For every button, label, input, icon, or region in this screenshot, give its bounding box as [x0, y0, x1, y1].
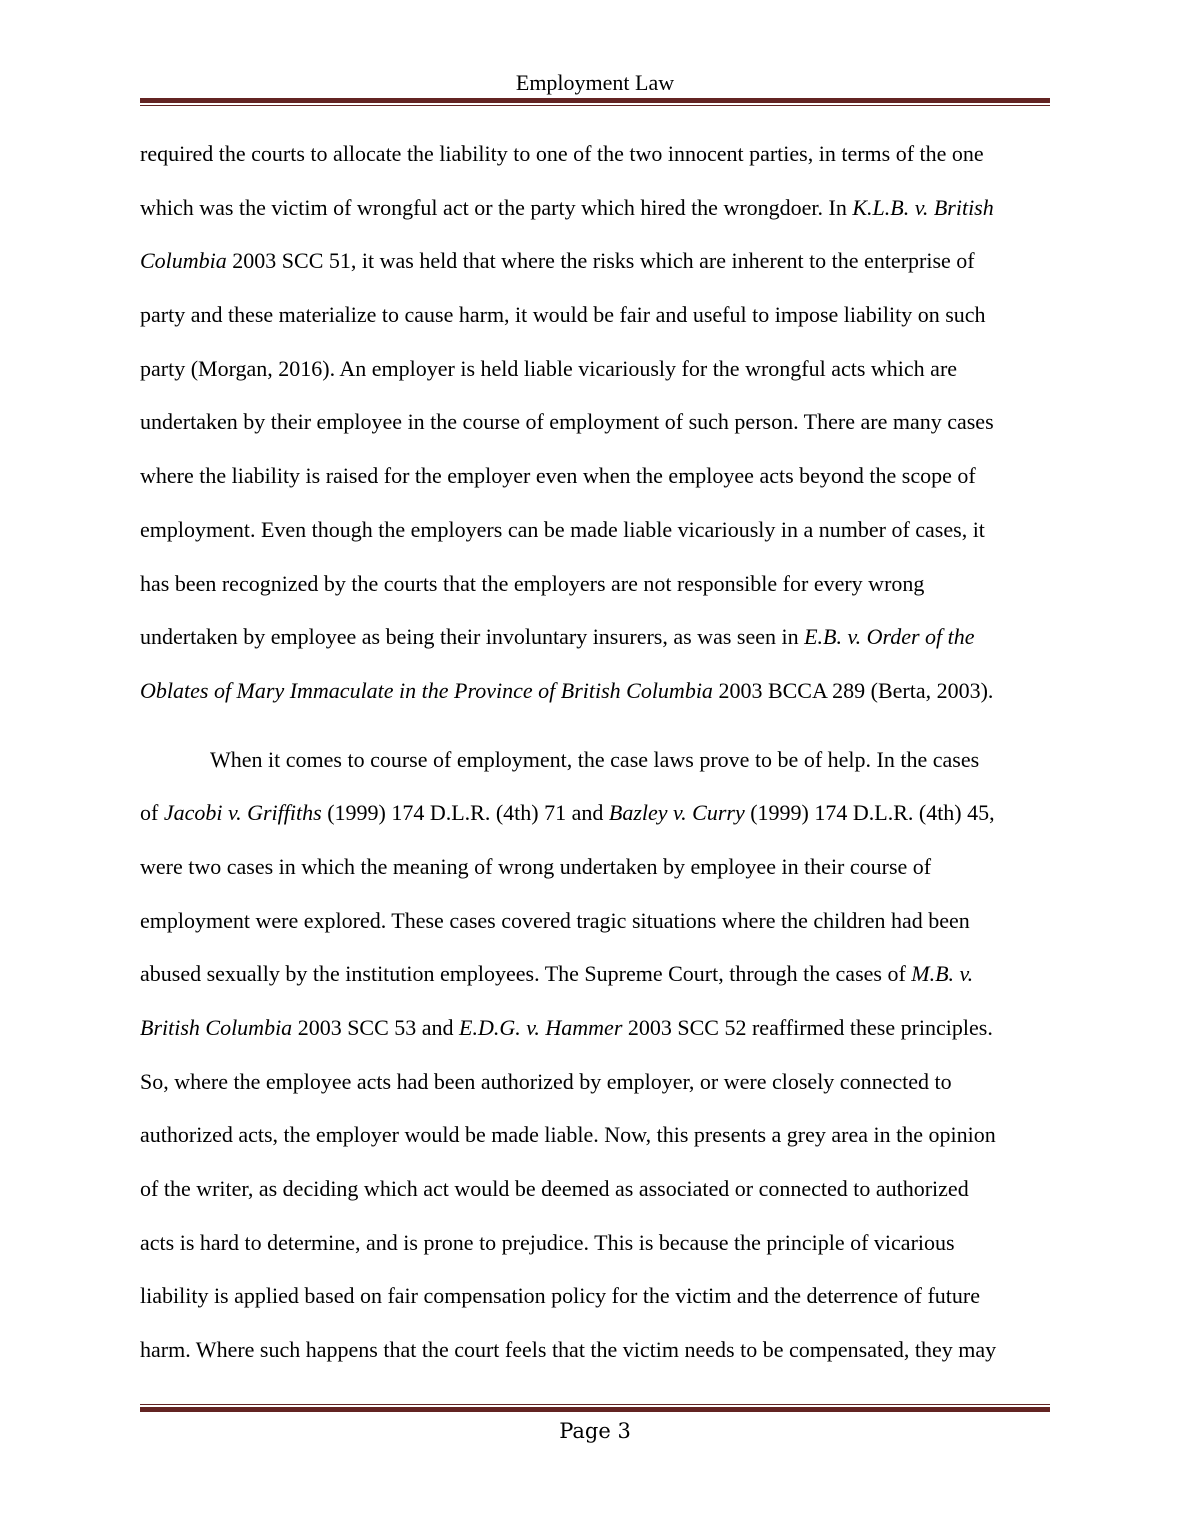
- text-line: [140, 733, 1050, 787]
- text-run: which was the victim of wrongful act or the party which hired the wrongdoer. In: [140, 194, 853, 220]
- paragraph: [140, 127, 1050, 718]
- case-citation-italic: British Columbia: [140, 1015, 293, 1040]
- text-line: [140, 1323, 1050, 1377]
- text-run: party (Morgan, 2016). An employer is held liable vicariously for the wrongful acts which are: [140, 355, 958, 381]
- paragraph: [140, 733, 1050, 1377]
- footer-rule-thick: [140, 1407, 1050, 1412]
- case-citation-italic: Bazley v. Curry: [608, 800, 745, 826]
- text-line: [140, 127, 1050, 181]
- text-line: [140, 342, 1050, 396]
- text-run: 2003 SCC 52 reaffirmed these principles.: [622, 1015, 993, 1040]
- text-run: employment. Even though the employers can be made liable vicariously in a number of cases, it: [140, 516, 985, 542]
- header-rule-thick: [140, 98, 1050, 103]
- text-line: [140, 449, 1050, 503]
- text-line: [140, 1055, 1050, 1109]
- case-citation-italic: Jacobi v. Griffiths: [163, 800, 322, 826]
- text-run: were two cases in which the meaning of wrong undertaken by employee in their course of: [140, 853, 932, 879]
- text-line: [140, 557, 1050, 611]
- text-line: [140, 503, 1050, 557]
- text-line: [140, 1216, 1050, 1270]
- text-run: of: [140, 800, 164, 826]
- case-citation-italic: Oblates of Mary Immaculate in the Province of British Columbia: [140, 677, 713, 703]
- text-run: of the writer, as deciding which act would be deemed as associated or connected to authorized: [140, 1176, 969, 1202]
- text-line: [140, 1269, 1050, 1323]
- text-run: party and these materialize to cause harm, it would be fair and useful to impose liability on such: [140, 302, 986, 328]
- text-run: has been recognized by the courts that the employers are not responsible for every wrong: [140, 570, 925, 596]
- document-body: [140, 127, 1050, 1377]
- paragraph-gap: [140, 718, 1050, 733]
- text-line: [140, 947, 1050, 1001]
- footer-rule-thin: [140, 1404, 1050, 1405]
- text-run: abused sexually by the institution employees. The Supreme Court, through the cases of: [140, 961, 912, 987]
- case-citation-italic: E.D.G. v. Hammer: [459, 1015, 623, 1040]
- text-run: 2003 SCC 53 and: [292, 1015, 460, 1040]
- case-citation-italic: Columbia: [140, 248, 227, 274]
- text-run: When it comes to course of employment, the case laws prove to be of help. In the cases: [210, 746, 980, 772]
- text-line: [140, 181, 1050, 235]
- header-rule-thin: [140, 105, 1050, 106]
- text-line: [140, 894, 1050, 948]
- page-number: Page 3: [559, 1419, 631, 1443]
- text-line: [140, 786, 1050, 840]
- text-run: liability is applied based on fair compensation policy for the victim and the deterrence of future: [140, 1283, 980, 1309]
- text-run: authorized acts, the employer would be made liable. Now, this presents a grey area in the opinion: [140, 1122, 996, 1148]
- text-run: required the courts to allocate the liability to one of the two innocent parties, in terms of the one: [140, 141, 984, 166]
- text-run: harm. Where such happens that the court feels that the victim needs to be compensated, they may: [140, 1337, 997, 1363]
- text-run: So, where the employee acts had been authorized by employer, or were closely connected to: [140, 1068, 952, 1094]
- page-header-title: Employment Law: [515, 70, 675, 95]
- case-citation-italic: K.L.B. v. British: [852, 194, 994, 220]
- text-line: [140, 288, 1050, 342]
- text-line: [140, 234, 1050, 288]
- text-line: [140, 840, 1050, 894]
- case-citation-italic: M.B. v.: [911, 961, 974, 987]
- text-line: [140, 1001, 1050, 1055]
- text-run: undertaken by employee as being their involuntary insurers, as was seen in: [140, 624, 805, 650]
- text-run: 2003 BCCA 289 (Berta, 2003).: [712, 677, 994, 703]
- text-run: 2003 SCC 51, it was held that where the risks which are inherent to the enterprise of: [226, 248, 975, 274]
- text-line: [140, 1108, 1050, 1162]
- text-line: [140, 1162, 1050, 1216]
- text-run: (1999) 174 D.L.R. (4th) 45,: [744, 800, 995, 826]
- text-line: [140, 664, 1050, 718]
- text-run: where the liability is raised for the employer even when the employee acts beyond the scope of: [140, 463, 976, 489]
- text-run: (1999) 174 D.L.R. (4th) 71 and: [321, 800, 609, 826]
- text-line: [140, 610, 1050, 664]
- case-citation-italic: E.B. v. Order of the: [804, 624, 975, 650]
- text-line: [140, 395, 1050, 449]
- text-run: employment were explored. These cases covered tragic situations where the children had been: [140, 907, 970, 933]
- text-run: undertaken by their employee in the course of employment of such person. There are many cases: [140, 409, 994, 435]
- text-run: acts is hard to determine, and is prone to prejudice. This is because the principle of vicarious: [140, 1229, 955, 1255]
